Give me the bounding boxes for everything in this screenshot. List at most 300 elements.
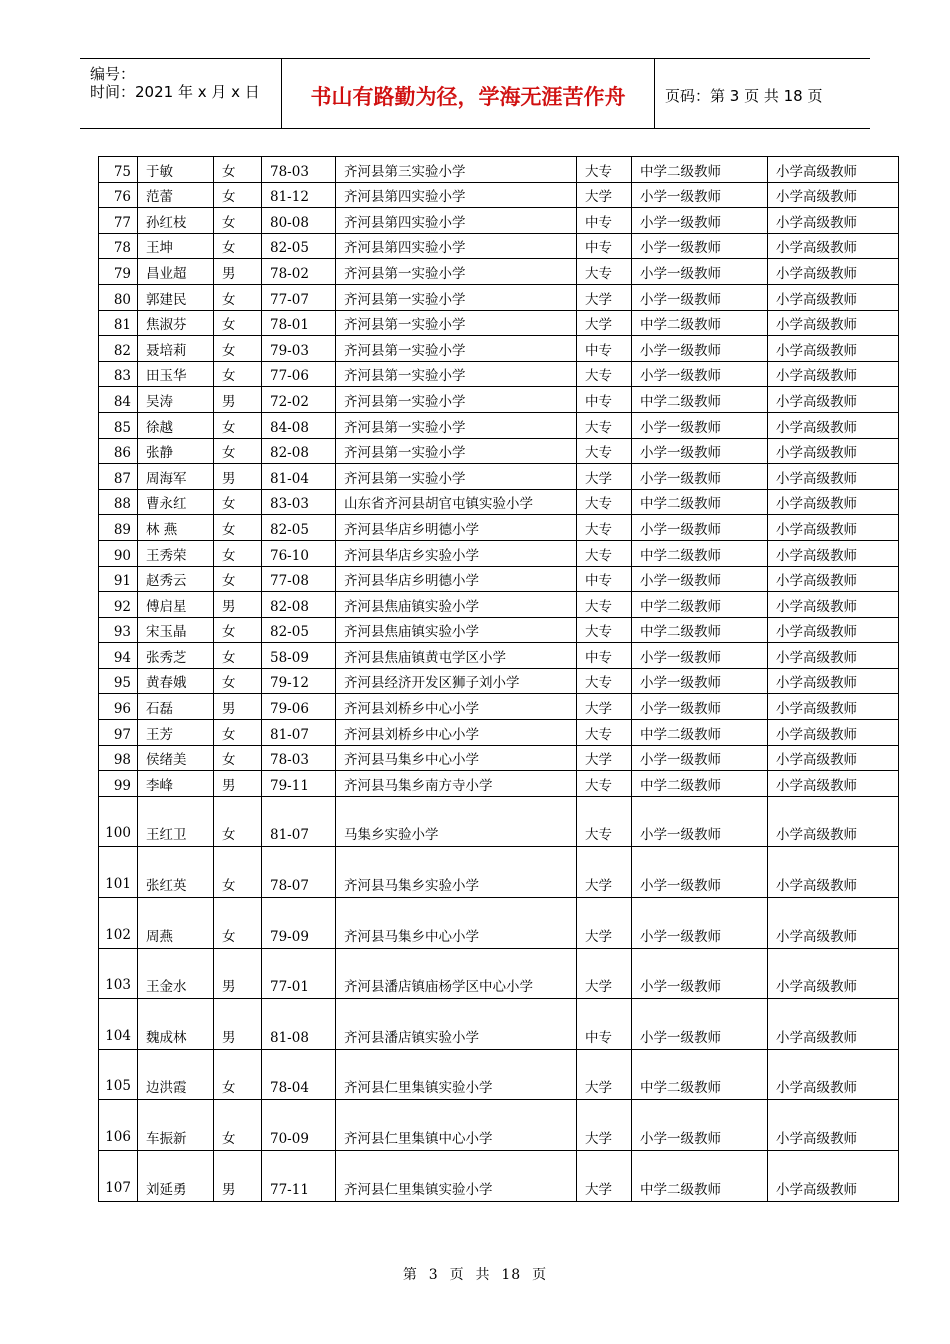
teacher-name-cell: 范蕾 (138, 182, 214, 208)
birth-date-cell: 77-01 (262, 948, 336, 999)
education-cell: 大学 (577, 694, 632, 720)
education-cell: 大学 (577, 464, 632, 490)
table-row (99, 208, 899, 234)
school-cell: 齐河县焦庙镇黄屯学区小学 (336, 643, 577, 669)
row-number-cell: 92 (99, 592, 138, 618)
birth-date-cell: 78-03 (262, 745, 336, 771)
gender-cell: 女 (214, 540, 262, 566)
education-cell: 大专 (577, 259, 632, 285)
education-cell: 大专 (577, 592, 632, 618)
education-cell: 大专 (577, 540, 632, 566)
row-number-cell: 103 (99, 948, 138, 999)
gender-cell: 女 (214, 233, 262, 259)
table-row (99, 796, 899, 847)
education-cell: 大专 (577, 489, 632, 515)
birth-date-cell: 58-09 (262, 643, 336, 669)
teacher-name-cell: 张秀芝 (138, 643, 214, 669)
birth-date-cell: 82-08 (262, 438, 336, 464)
education-cell: 大专 (577, 438, 632, 464)
education-cell: 大学 (577, 182, 632, 208)
row-number-cell: 102 (99, 898, 138, 949)
gender-cell: 女 (214, 412, 262, 438)
table-row (99, 489, 899, 515)
teacher-name-cell: 张红英 (138, 847, 214, 898)
teacher-name-cell: 孙红枝 (138, 208, 214, 234)
row-number-cell: 80 (99, 284, 138, 310)
education-cell: 中专 (577, 566, 632, 592)
birth-date-cell: 72-02 (262, 387, 336, 413)
gender-cell: 女 (214, 157, 262, 183)
school-cell: 齐河县第一实验小学 (336, 387, 577, 413)
birth-date-cell: 82-08 (262, 592, 336, 618)
table-row (99, 361, 899, 387)
table-row (99, 259, 899, 285)
school-cell: 齐河县第一实验小学 (336, 464, 577, 490)
table-row (99, 694, 899, 720)
gender-cell: 女 (214, 668, 262, 694)
teacher-name-cell: 李峰 (138, 771, 214, 797)
teacher-name-cell: 王坤 (138, 233, 214, 259)
current-title-cell: 小学一级教师 (632, 515, 768, 541)
education-cell: 大专 (577, 412, 632, 438)
row-number-cell: 96 (99, 694, 138, 720)
header-motto-cell (282, 59, 655, 128)
applied-title-cell: 小学高级教师 (768, 182, 899, 208)
applied-title-cell: 小学高级教师 (768, 948, 899, 999)
school-cell: 齐河县马集乡中心小学 (336, 898, 577, 949)
education-cell: 大专 (577, 796, 632, 847)
education-cell: 大专 (577, 668, 632, 694)
applied-title-cell: 小学高级教师 (768, 617, 899, 643)
education-cell: 中专 (577, 336, 632, 362)
row-number-cell: 75 (99, 157, 138, 183)
education-cell: 中专 (577, 208, 632, 234)
applied-title-cell: 小学高级教师 (768, 1151, 899, 1202)
row-number-cell: 85 (99, 412, 138, 438)
row-number-cell: 105 (99, 1049, 138, 1100)
row-number-cell: 88 (99, 489, 138, 515)
applied-title-cell: 小学高级教师 (768, 745, 899, 771)
birth-date-cell: 81-04 (262, 464, 336, 490)
gender-cell: 女 (214, 1100, 262, 1151)
school-cell: 齐河县潘店镇实验小学 (336, 999, 577, 1050)
applied-title-cell: 小学高级教师 (768, 515, 899, 541)
gender-cell: 女 (214, 361, 262, 387)
gender-cell: 男 (214, 1151, 262, 1202)
gender-cell: 男 (214, 771, 262, 797)
education-cell: 大专 (577, 720, 632, 746)
gender-cell: 女 (214, 617, 262, 643)
birth-date-cell: 79-11 (262, 771, 336, 797)
school-cell: 齐河县仁里集镇中心小学 (336, 1100, 577, 1151)
applied-title-cell: 小学高级教师 (768, 720, 899, 746)
education-cell: 大学 (577, 310, 632, 336)
table-row (99, 515, 899, 541)
teacher-name-cell: 周燕 (138, 898, 214, 949)
school-cell: 齐河县仁里集镇实验小学 (336, 1151, 577, 1202)
table-row (99, 720, 899, 746)
teacher-name-cell: 曹永红 (138, 489, 214, 515)
teacher-name-cell: 魏成林 (138, 999, 214, 1050)
gender-cell: 男 (214, 694, 262, 720)
teacher-name-cell: 徐越 (138, 412, 214, 438)
teacher-name-cell: 宋玉晶 (138, 617, 214, 643)
birth-date-cell: 77-08 (262, 566, 336, 592)
applied-title-cell: 小学高级教师 (768, 336, 899, 362)
birth-date-cell: 78-03 (262, 157, 336, 183)
current-title-cell: 小学一级教师 (632, 208, 768, 234)
school-cell: 马集乡实验小学 (336, 796, 577, 847)
education-cell: 大学 (577, 898, 632, 949)
school-cell: 齐河县华店乡实验小学 (336, 540, 577, 566)
birth-date-cell: 82-05 (262, 233, 336, 259)
row-number-cell: 86 (99, 438, 138, 464)
birth-date-cell: 78-01 (262, 310, 336, 336)
birth-date-cell: 82-05 (262, 515, 336, 541)
birth-date-cell: 77-11 (262, 1151, 336, 1202)
table-row (99, 617, 899, 643)
applied-title-cell: 小学高级教师 (768, 847, 899, 898)
applied-title-cell: 小学高级教师 (768, 898, 899, 949)
row-number-cell: 97 (99, 720, 138, 746)
birth-date-cell: 83-03 (262, 489, 336, 515)
document-number-label: 编号： (90, 65, 136, 83)
education-cell: 大学 (577, 1100, 632, 1151)
current-title-cell: 小学一级教师 (632, 259, 768, 285)
birth-date-cell: 81-08 (262, 999, 336, 1050)
table-row (99, 999, 899, 1050)
table-row (99, 898, 899, 949)
birth-date-cell: 79-06 (262, 694, 336, 720)
teacher-name-cell: 昌业超 (138, 259, 214, 285)
teacher-name-cell: 吴涛 (138, 387, 214, 413)
row-number-cell: 100 (99, 796, 138, 847)
education-cell: 中专 (577, 643, 632, 669)
applied-title-cell: 小学高级教师 (768, 489, 899, 515)
applied-title-cell: 小学高级教师 (768, 1100, 899, 1151)
table-row (99, 182, 899, 208)
current-title-cell: 小学一级教师 (632, 284, 768, 310)
teacher-name-cell: 赵秀云 (138, 566, 214, 592)
school-cell: 山东省齐河县胡官屯镇实验小学 (336, 489, 577, 515)
school-cell: 齐河县第三实验小学 (336, 157, 577, 183)
teacher-name-cell: 侯绪美 (138, 745, 214, 771)
school-cell: 齐河县刘桥乡中心小学 (336, 720, 577, 746)
applied-title-cell: 小学高级教师 (768, 592, 899, 618)
school-cell: 齐河县第一实验小学 (336, 438, 577, 464)
row-number-cell: 90 (99, 540, 138, 566)
school-cell: 齐河县第四实验小学 (336, 233, 577, 259)
row-number-cell: 84 (99, 387, 138, 413)
row-number-cell: 79 (99, 259, 138, 285)
row-number-cell: 91 (99, 566, 138, 592)
row-number-cell: 94 (99, 643, 138, 669)
current-title-cell: 中学二级教师 (632, 387, 768, 413)
gender-cell: 女 (214, 1049, 262, 1100)
table-row (99, 1100, 899, 1151)
education-cell: 大专 (577, 515, 632, 541)
current-title-cell: 小学一级教师 (632, 847, 768, 898)
school-cell: 齐河县经济开发区狮子刘小学 (336, 668, 577, 694)
teacher-name-cell: 于敏 (138, 157, 214, 183)
teacher-name-cell: 王芳 (138, 720, 214, 746)
table-row (99, 1151, 899, 1202)
teacher-name-cell: 张静 (138, 438, 214, 464)
teacher-name-cell: 聂培莉 (138, 336, 214, 362)
row-number-cell: 78 (99, 233, 138, 259)
applied-title-cell: 小学高级教师 (768, 208, 899, 234)
gender-cell: 女 (214, 438, 262, 464)
education-cell: 中专 (577, 999, 632, 1050)
current-title-cell: 中学二级教师 (632, 1049, 768, 1100)
school-cell: 齐河县刘桥乡中心小学 (336, 694, 577, 720)
birth-date-cell: 70-09 (262, 1100, 336, 1151)
gender-cell: 女 (214, 847, 262, 898)
current-title-cell: 中学二级教师 (632, 617, 768, 643)
table-row (99, 284, 899, 310)
applied-title-cell: 小学高级教师 (768, 1049, 899, 1100)
teacher-name-cell: 刘延勇 (138, 1151, 214, 1202)
gender-cell: 女 (214, 720, 262, 746)
table-row (99, 310, 899, 336)
birth-date-cell: 84-08 (262, 412, 336, 438)
teacher-name-cell: 王金水 (138, 948, 214, 999)
applied-title-cell: 小学高级教师 (768, 259, 899, 285)
current-title-cell: 小学一级教师 (632, 796, 768, 847)
birth-date-cell: 80-08 (262, 208, 336, 234)
header-page-cell (655, 59, 870, 128)
education-cell: 大学 (577, 1151, 632, 1202)
gender-cell: 女 (214, 898, 262, 949)
row-number-cell: 98 (99, 745, 138, 771)
applied-title-cell: 小学高级教师 (768, 566, 899, 592)
gender-cell: 女 (214, 284, 262, 310)
current-title-cell: 小学一级教师 (632, 464, 768, 490)
school-cell: 齐河县潘店镇庙杨学区中心小学 (336, 948, 577, 999)
education-cell: 大专 (577, 771, 632, 797)
applied-title-cell: 小学高级教师 (768, 438, 899, 464)
current-title-cell: 中学二级教师 (632, 720, 768, 746)
birth-date-cell: 76-10 (262, 540, 336, 566)
current-title-cell: 小学一级教师 (632, 438, 768, 464)
school-cell: 齐河县华店乡明德小学 (336, 515, 577, 541)
current-title-cell: 小学一级教师 (632, 361, 768, 387)
applied-title-cell: 小学高级教师 (768, 999, 899, 1050)
table-row (99, 412, 899, 438)
row-number-cell: 93 (99, 617, 138, 643)
gender-cell: 女 (214, 566, 262, 592)
teacher-name-cell: 石磊 (138, 694, 214, 720)
table-row (99, 668, 899, 694)
school-cell: 齐河县第一实验小学 (336, 336, 577, 362)
birth-date-cell: 79-09 (262, 898, 336, 949)
current-title-cell: 中学二级教师 (632, 157, 768, 183)
current-title-cell: 小学一级教师 (632, 336, 768, 362)
birth-date-cell: 81-07 (262, 796, 336, 847)
row-number-cell: 104 (99, 999, 138, 1050)
applied-title-cell: 小学高级教师 (768, 668, 899, 694)
gender-cell: 女 (214, 208, 262, 234)
birth-date-cell: 79-12 (262, 668, 336, 694)
school-cell: 齐河县第一实验小学 (336, 259, 577, 285)
gender-cell: 男 (214, 999, 262, 1050)
current-title-cell: 小学一级教师 (632, 566, 768, 592)
row-number-cell: 95 (99, 668, 138, 694)
teacher-name-cell: 周海军 (138, 464, 214, 490)
current-title-cell: 小学一级教师 (632, 643, 768, 669)
current-title-cell: 小学一级教师 (632, 1100, 768, 1151)
education-cell: 大学 (577, 948, 632, 999)
current-title-cell: 小学一级教师 (632, 745, 768, 771)
education-cell: 中专 (577, 387, 632, 413)
birth-date-cell: 78-02 (262, 259, 336, 285)
table-row (99, 1049, 899, 1100)
row-number-cell: 77 (99, 208, 138, 234)
gender-cell: 女 (214, 336, 262, 362)
birth-date-cell: 78-07 (262, 847, 336, 898)
table-row (99, 438, 899, 464)
gender-cell: 男 (214, 464, 262, 490)
row-number-cell: 106 (99, 1100, 138, 1151)
applied-title-cell: 小学高级教师 (768, 540, 899, 566)
applied-title-cell: 小学高级教师 (768, 771, 899, 797)
current-title-cell: 小学一级教师 (632, 999, 768, 1050)
current-title-cell: 小学一级教师 (632, 668, 768, 694)
gender-cell: 男 (214, 592, 262, 618)
header-motto: 书山有路勤为径，学海无涯苦作舟 (310, 85, 626, 109)
table-row (99, 643, 899, 669)
current-title-cell: 中学二级教师 (632, 489, 768, 515)
table-row (99, 745, 899, 771)
birth-date-cell: 82-05 (262, 617, 336, 643)
teacher-name-cell: 傅启星 (138, 592, 214, 618)
school-cell: 齐河县仁里集镇实验小学 (336, 1049, 577, 1100)
current-title-cell: 小学一级教师 (632, 948, 768, 999)
row-number-cell: 101 (99, 847, 138, 898)
current-title-cell: 中学二级教师 (632, 540, 768, 566)
education-cell: 大专 (577, 157, 632, 183)
teacher-name-cell: 王秀荣 (138, 540, 214, 566)
row-number-cell: 99 (99, 771, 138, 797)
table-row (99, 387, 899, 413)
birth-date-cell: 81-07 (262, 720, 336, 746)
school-cell: 齐河县华店乡明德小学 (336, 566, 577, 592)
applied-title-cell: 小学高级教师 (768, 157, 899, 183)
row-number-cell: 76 (99, 182, 138, 208)
teacher-name-cell: 林 燕 (138, 515, 214, 541)
birth-date-cell: 77-07 (262, 284, 336, 310)
teacher-name-cell: 王红卫 (138, 796, 214, 847)
row-number-cell: 87 (99, 464, 138, 490)
table-row (99, 566, 899, 592)
current-title-cell: 中学二级教师 (632, 1151, 768, 1202)
applied-title-cell: 小学高级教师 (768, 233, 899, 259)
table-row (99, 540, 899, 566)
applied-title-cell: 小学高级教师 (768, 284, 899, 310)
applied-title-cell: 小学高级教师 (768, 412, 899, 438)
teacher-name-cell: 焦淑芬 (138, 310, 214, 336)
table-row (99, 771, 899, 797)
school-cell: 齐河县马集乡南方寺小学 (336, 771, 577, 797)
gender-cell: 女 (214, 796, 262, 847)
applied-title-cell: 小学高级教师 (768, 310, 899, 336)
gender-cell: 男 (214, 387, 262, 413)
applied-title-cell: 小学高级教师 (768, 361, 899, 387)
gender-cell: 女 (214, 182, 262, 208)
applied-title-cell: 小学高级教师 (768, 387, 899, 413)
roster-body (99, 157, 899, 1202)
school-cell: 齐河县焦庙镇实验小学 (336, 617, 577, 643)
applied-title-cell: 小学高级教师 (768, 643, 899, 669)
applied-title-cell: 小学高级教师 (768, 796, 899, 847)
gender-cell: 男 (214, 259, 262, 285)
birth-date-cell: 81-12 (262, 182, 336, 208)
current-title-cell: 中学二级教师 (632, 592, 768, 618)
school-cell: 齐河县第一实验小学 (336, 412, 577, 438)
header-page-code: 页码：第 3 页 共 18 页 (665, 87, 823, 105)
school-cell: 齐河县焦庙镇实验小学 (336, 592, 577, 618)
education-cell: 中专 (577, 233, 632, 259)
teacher-name-cell: 田玉华 (138, 361, 214, 387)
row-number-cell: 81 (99, 310, 138, 336)
school-cell: 齐河县马集乡中心小学 (336, 745, 577, 771)
school-cell: 齐河县第一实验小学 (336, 310, 577, 336)
current-title-cell: 小学一级教师 (632, 182, 768, 208)
gender-cell: 女 (214, 489, 262, 515)
table-row (99, 847, 899, 898)
row-number-cell: 83 (99, 361, 138, 387)
birth-date-cell: 79-03 (262, 336, 336, 362)
school-cell: 齐河县第四实验小学 (336, 208, 577, 234)
education-cell: 大学 (577, 1049, 632, 1100)
current-title-cell: 小学一级教师 (632, 412, 768, 438)
gender-cell: 男 (214, 948, 262, 999)
teacher-name-cell: 黄春娥 (138, 668, 214, 694)
header-meta-cell (80, 59, 282, 128)
table-row (99, 157, 899, 183)
birth-date-cell: 77-06 (262, 361, 336, 387)
gender-cell: 女 (214, 643, 262, 669)
table-row (99, 336, 899, 362)
applied-title-cell: 小学高级教师 (768, 694, 899, 720)
gender-cell: 女 (214, 745, 262, 771)
school-cell: 齐河县第一实验小学 (336, 284, 577, 310)
teacher-roster-table (98, 156, 899, 1202)
table-row (99, 464, 899, 490)
applied-title-cell: 小学高级教师 (768, 464, 899, 490)
document-date: 时间：2021 年 x 月 x 日 (90, 83, 260, 101)
school-cell: 齐河县马集乡实验小学 (336, 847, 577, 898)
current-title-cell: 小学一级教师 (632, 233, 768, 259)
education-cell: 大学 (577, 847, 632, 898)
table-row (99, 592, 899, 618)
table-row (99, 233, 899, 259)
education-cell: 大学 (577, 745, 632, 771)
school-cell: 齐河县第四实验小学 (336, 182, 577, 208)
current-title-cell: 小学一级教师 (632, 694, 768, 720)
page-footer: 第 3 页 共 18 页 (402, 1267, 548, 1283)
education-cell: 大专 (577, 361, 632, 387)
gender-cell: 女 (214, 515, 262, 541)
teacher-name-cell: 车振新 (138, 1100, 214, 1151)
birth-date-cell: 78-04 (262, 1049, 336, 1100)
teacher-name-cell: 郭建民 (138, 284, 214, 310)
current-title-cell: 中学二级教师 (632, 310, 768, 336)
education-cell: 大学 (577, 284, 632, 310)
page-header (80, 58, 870, 129)
education-cell: 大专 (577, 617, 632, 643)
row-number-cell: 82 (99, 336, 138, 362)
